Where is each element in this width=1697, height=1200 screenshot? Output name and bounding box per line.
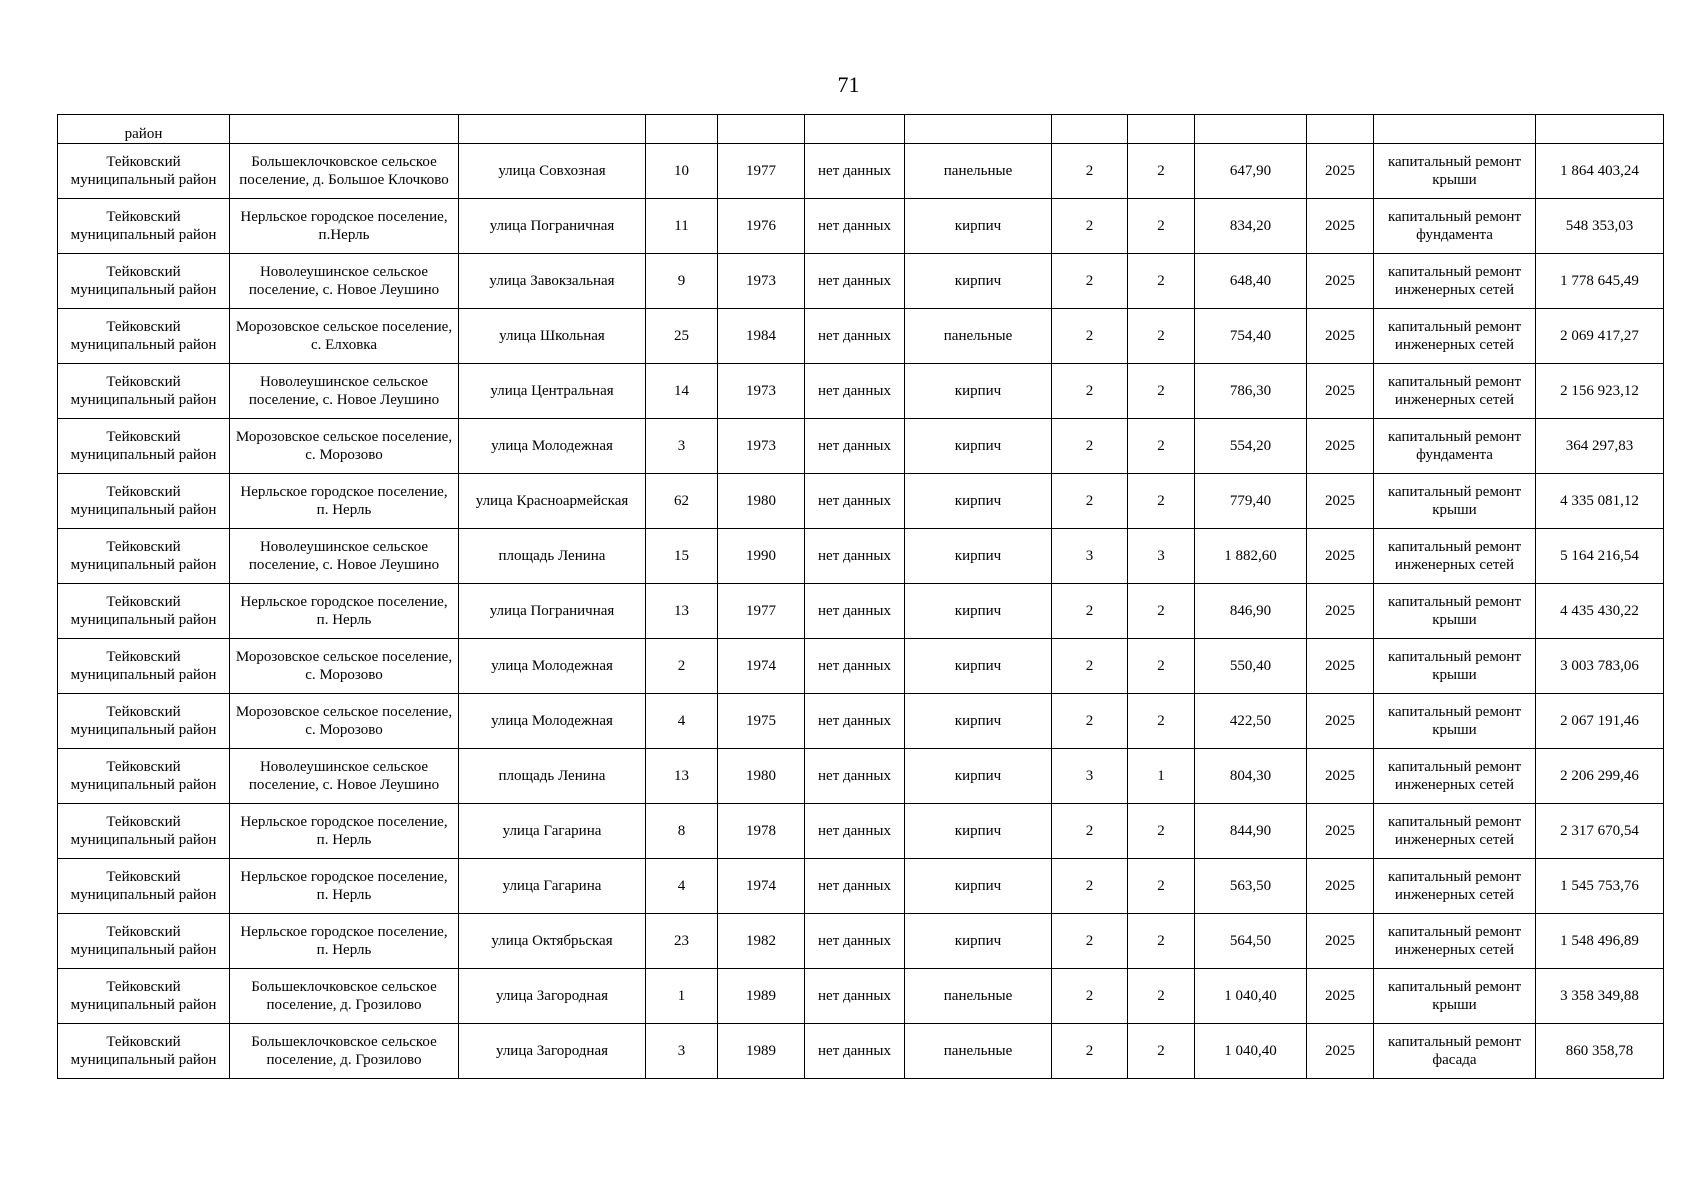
- cell-district: Тейковский муниципальный район: [58, 969, 230, 1024]
- cell-floors: 2: [1052, 694, 1128, 749]
- cell-material: панельные: [905, 144, 1052, 199]
- cell-col6: нет данных: [805, 199, 905, 254]
- cell-year: 1977: [718, 144, 805, 199]
- cell-floors: 2: [1052, 804, 1128, 859]
- cell-work: капитальный ремонт фундамента: [1374, 419, 1536, 474]
- cell-material: кирпич: [905, 914, 1052, 969]
- cell-house: 10: [646, 144, 718, 199]
- cell-street: улица Молодежная: [459, 419, 646, 474]
- cell-work: капитальный ремонт крыши: [1374, 584, 1536, 639]
- cell-floors: 2: [1052, 859, 1128, 914]
- cell-floors: 2: [1052, 914, 1128, 969]
- table-row: [58, 529, 1664, 584]
- cell-plan-year: 2025: [1307, 639, 1374, 694]
- cell-year: 1982: [718, 914, 805, 969]
- cell-settlement: Нерльское городское поселение, п. Нерль: [230, 804, 459, 859]
- cell-floors: 2: [1052, 309, 1128, 364]
- cell-col6: нет данных: [805, 1024, 905, 1079]
- cell-entrances: 2: [1128, 859, 1195, 914]
- cell-plan-year: 2025: [1307, 419, 1374, 474]
- cell-settlement: Морозовское сельское поселение, с. Морозово: [230, 639, 459, 694]
- cell-work: капитальный ремонт инженерных сетей: [1374, 859, 1536, 914]
- cell-material: кирпич: [905, 364, 1052, 419]
- cell-work: капитальный ремонт инженерных сетей: [1374, 309, 1536, 364]
- table-row: [58, 144, 1664, 199]
- cell-cost: 1 545 753,76: [1536, 859, 1664, 914]
- cell-material: кирпич: [905, 584, 1052, 639]
- cell-entrances: 2: [1128, 254, 1195, 309]
- cell-area: 1 040,40: [1195, 1024, 1307, 1079]
- cell-entrances: 2: [1128, 364, 1195, 419]
- cell-entrances: 3: [1128, 529, 1195, 584]
- cell-material: кирпич: [905, 639, 1052, 694]
- cell-settlement: Морозовское сельское поселение, с. Елховка: [230, 309, 459, 364]
- cell-street: [459, 115, 646, 144]
- cell-entrances: 2: [1128, 969, 1195, 1024]
- cell-area: [1195, 115, 1307, 144]
- page-number: 71: [837, 72, 860, 97]
- cell-plan-year: 2025: [1307, 969, 1374, 1024]
- cell-cost: 2 156 923,12: [1536, 364, 1664, 419]
- cell-area: 1 882,60: [1195, 529, 1307, 584]
- cell-work: [1374, 115, 1536, 144]
- cell-house: 9: [646, 254, 718, 309]
- cell-plan-year: 2025: [1307, 694, 1374, 749]
- cell-material: кирпич: [905, 749, 1052, 804]
- cell-settlement: Большеклочковское сельское поселение, д. Большое Клочково: [230, 144, 459, 199]
- cell-entrances: 1: [1128, 749, 1195, 804]
- cell-floors: 2: [1052, 364, 1128, 419]
- cell-year: 1977: [718, 584, 805, 639]
- cell-district: Тейковский муниципальный район: [58, 639, 230, 694]
- cell-cost: 1 778 645,49: [1536, 254, 1664, 309]
- cell-material: кирпич: [905, 694, 1052, 749]
- cell-district: Тейковский муниципальный район: [58, 419, 230, 474]
- cell-district: Тейковский муниципальный район: [58, 309, 230, 364]
- cell-floors: [1052, 115, 1128, 144]
- cell-entrances: 2: [1128, 309, 1195, 364]
- cell-floors: 2: [1052, 474, 1128, 529]
- cell-house: 23: [646, 914, 718, 969]
- cell-year: 1980: [718, 749, 805, 804]
- cell-material: кирпич: [905, 474, 1052, 529]
- cell-plan-year: 2025: [1307, 1024, 1374, 1079]
- cell-entrances: 2: [1128, 144, 1195, 199]
- cell-house: 13: [646, 584, 718, 639]
- cell-settlement: Нерльское городское поселение, п.Нерль: [230, 199, 459, 254]
- cell-work: капитальный ремонт фасада: [1374, 1024, 1536, 1079]
- table-row: [58, 309, 1664, 364]
- cell-cost: 4 335 081,12: [1536, 474, 1664, 529]
- cell-entrances: 2: [1128, 474, 1195, 529]
- cell-house: 15: [646, 529, 718, 584]
- cell-house: 13: [646, 749, 718, 804]
- cell-plan-year: 2025: [1307, 199, 1374, 254]
- cell-work: капитальный ремонт крыши: [1374, 694, 1536, 749]
- cell-material: кирпич: [905, 529, 1052, 584]
- table-row: [58, 199, 1664, 254]
- cell-cost: 1 864 403,24: [1536, 144, 1664, 199]
- cell-area: 563,50: [1195, 859, 1307, 914]
- cell-entrances: 2: [1128, 914, 1195, 969]
- cell-district: Тейковский муниципальный район: [58, 859, 230, 914]
- cell-cost: 3 358 349,88: [1536, 969, 1664, 1024]
- cell-house: 4: [646, 859, 718, 914]
- cell-cost: 2 069 417,27: [1536, 309, 1664, 364]
- table-row: [58, 694, 1664, 749]
- cell-plan-year: 2025: [1307, 859, 1374, 914]
- cell-settlement: Новолеушинское сельское поселение, с. Новое Леушино: [230, 749, 459, 804]
- cell-work: капитальный ремонт крыши: [1374, 474, 1536, 529]
- cell-material: кирпич: [905, 859, 1052, 914]
- cell-cost: 2 067 191,46: [1536, 694, 1664, 749]
- cell-col6: нет данных: [805, 859, 905, 914]
- cell-street: площадь Ленина: [459, 749, 646, 804]
- cell-settlement: [230, 115, 459, 144]
- housing-repair-table: [57, 114, 1664, 1079]
- cell-district: Тейковский муниципальный район: [58, 474, 230, 529]
- cell-settlement: Морозовское сельское поселение, с. Морозово: [230, 419, 459, 474]
- cell-cost: 548 353,03: [1536, 199, 1664, 254]
- cell-year: 1990: [718, 529, 805, 584]
- cell-house: 14: [646, 364, 718, 419]
- cell-entrances: 2: [1128, 639, 1195, 694]
- cell-year: 1980: [718, 474, 805, 529]
- cell-district: Тейковский муниципальный район: [58, 1024, 230, 1079]
- cell-floors: 2: [1052, 969, 1128, 1024]
- cell-settlement: Нерльское городское поселение, п. Нерль: [230, 859, 459, 914]
- cell-district: Тейковский муниципальный район: [58, 694, 230, 749]
- table-row: [58, 749, 1664, 804]
- cell-year: 1973: [718, 364, 805, 419]
- cell-settlement: Морозовское сельское поселение, с. Морозово: [230, 694, 459, 749]
- cell-col6: нет данных: [805, 694, 905, 749]
- cell-col6: нет данных: [805, 419, 905, 474]
- cell-year: 1989: [718, 969, 805, 1024]
- cell-house: [646, 115, 718, 144]
- cell-work: капитальный ремонт инженерных сетей: [1374, 914, 1536, 969]
- cell-settlement: Большеклочковское сельское поселение, д. Грозилово: [230, 969, 459, 1024]
- cell-col6: нет данных: [805, 474, 905, 529]
- cell-area: 754,40: [1195, 309, 1307, 364]
- cell-district: Тейковский муниципальный район: [58, 584, 230, 639]
- cell-cost: 2 317 670,54: [1536, 804, 1664, 859]
- cell-year: [718, 115, 805, 144]
- cell-floors: 2: [1052, 144, 1128, 199]
- cell-entrances: 2: [1128, 1024, 1195, 1079]
- cell-settlement: Нерльское городское поселение, п. Нерль: [230, 584, 459, 639]
- cell-house: 2: [646, 639, 718, 694]
- cell-floors: 2: [1052, 254, 1128, 309]
- cell-col6: нет данных: [805, 639, 905, 694]
- cell-floors: 2: [1052, 584, 1128, 639]
- table-row: [58, 969, 1664, 1024]
- cell-plan-year: 2025: [1307, 584, 1374, 639]
- cell-entrances: 2: [1128, 804, 1195, 859]
- cell-work: капитальный ремонт инженерных сетей: [1374, 804, 1536, 859]
- cell-street: улица Совхозная: [459, 144, 646, 199]
- cell-year: 1975: [718, 694, 805, 749]
- cell-area: 554,20: [1195, 419, 1307, 474]
- cell-floors: 2: [1052, 419, 1128, 474]
- table-row: [58, 419, 1664, 474]
- cell-district: Тейковский муниципальный район: [58, 749, 230, 804]
- cell-plan-year: 2025: [1307, 364, 1374, 419]
- cell-year: 1973: [718, 419, 805, 474]
- cell-plan-year: 2025: [1307, 529, 1374, 584]
- cell-district: район: [58, 115, 230, 144]
- cell-area: 647,90: [1195, 144, 1307, 199]
- cell-cost: 1 548 496,89: [1536, 914, 1664, 969]
- cell-street: улица Гагарина: [459, 804, 646, 859]
- cell-district: Тейковский муниципальный район: [58, 914, 230, 969]
- table-row-continuation: [58, 115, 1664, 144]
- cell-house: 8: [646, 804, 718, 859]
- cell-plan-year: 2025: [1307, 749, 1374, 804]
- cell-settlement: Новолеушинское сельское поселение, с. Новое Леушино: [230, 529, 459, 584]
- cell-col6: нет данных: [805, 584, 905, 639]
- cell-plan-year: 2025: [1307, 309, 1374, 364]
- cell-col6: нет данных: [805, 254, 905, 309]
- cell-area: 422,50: [1195, 694, 1307, 749]
- cell-work: капитальный ремонт инженерных сетей: [1374, 749, 1536, 804]
- cell-area: 550,40: [1195, 639, 1307, 694]
- cell-floors: 2: [1052, 1024, 1128, 1079]
- cell-year: 1989: [718, 1024, 805, 1079]
- cell-area: 786,30: [1195, 364, 1307, 419]
- cell-area: 1 040,40: [1195, 969, 1307, 1024]
- cell-cost: 860 358,78: [1536, 1024, 1664, 1079]
- cell-work: капитальный ремонт инженерных сетей: [1374, 364, 1536, 419]
- cell-street: улица Молодежная: [459, 639, 646, 694]
- cell-area: 648,40: [1195, 254, 1307, 309]
- cell-settlement: Нерльское городское поселение, п. Нерль: [230, 474, 459, 529]
- cell-street: улица Октябрьская: [459, 914, 646, 969]
- cell-street: улица Завокзальная: [459, 254, 646, 309]
- cell-house: 3: [646, 1024, 718, 1079]
- cell-street: улица Красноармейская: [459, 474, 646, 529]
- cell-street: улица Пограничная: [459, 199, 646, 254]
- cell-year: 1974: [718, 859, 805, 914]
- cell-plan-year: 2025: [1307, 804, 1374, 859]
- cell-col6: нет данных: [805, 804, 905, 859]
- cell-settlement: Новолеушинское сельское поселение, с. Новое Леушино: [230, 254, 459, 309]
- cell-floors: 3: [1052, 749, 1128, 804]
- cell-year: 1978: [718, 804, 805, 859]
- cell-material: [905, 115, 1052, 144]
- cell-district: Тейковский муниципальный район: [58, 144, 230, 199]
- cell-street: улица Загородная: [459, 1024, 646, 1079]
- cell-col6: нет данных: [805, 914, 905, 969]
- cell-work: капитальный ремонт инженерных сетей: [1374, 529, 1536, 584]
- cell-material: кирпич: [905, 254, 1052, 309]
- cell-entrances: [1128, 115, 1195, 144]
- cell-work: капитальный ремонт инженерных сетей: [1374, 254, 1536, 309]
- cell-house: 4: [646, 694, 718, 749]
- cell-material: панельные: [905, 309, 1052, 364]
- cell-plan-year: 2025: [1307, 254, 1374, 309]
- table-row: [58, 254, 1664, 309]
- cell-street: улица Молодежная: [459, 694, 646, 749]
- cell-entrances: 2: [1128, 419, 1195, 474]
- cell-district: Тейковский муниципальный район: [58, 254, 230, 309]
- cell-year: 1973: [718, 254, 805, 309]
- cell-area: 779,40: [1195, 474, 1307, 529]
- cell-col6: нет данных: [805, 969, 905, 1024]
- table-row: [58, 1024, 1664, 1079]
- cell-col6: нет данных: [805, 309, 905, 364]
- cell-plan-year: 2025: [1307, 144, 1374, 199]
- cell-settlement: Новолеушинское сельское поселение, с. Новое Леушино: [230, 364, 459, 419]
- cell-entrances: 2: [1128, 694, 1195, 749]
- cell-year: 1984: [718, 309, 805, 364]
- cell-street: площадь Ленина: [459, 529, 646, 584]
- table-row: [58, 804, 1664, 859]
- cell-plan-year: 2025: [1307, 914, 1374, 969]
- cell-district: Тейковский муниципальный район: [58, 199, 230, 254]
- cell-house: 11: [646, 199, 718, 254]
- table-row: [58, 584, 1664, 639]
- cell-plan-year: 2025: [1307, 474, 1374, 529]
- cell-settlement: Нерльское городское поселение, п. Нерль: [230, 914, 459, 969]
- cell-col6: [805, 115, 905, 144]
- cell-col6: нет данных: [805, 529, 905, 584]
- cell-cost: 4 435 430,22: [1536, 584, 1664, 639]
- cell-area: 844,90: [1195, 804, 1307, 859]
- cell-street: улица Пограничная: [459, 584, 646, 639]
- table-row: [58, 914, 1664, 969]
- cell-cost: 364 297,83: [1536, 419, 1664, 474]
- table-row: [58, 364, 1664, 419]
- cell-col6: нет данных: [805, 364, 905, 419]
- cell-area: 564,50: [1195, 914, 1307, 969]
- cell-year: 1974: [718, 639, 805, 694]
- cell-work: капитальный ремонт крыши: [1374, 639, 1536, 694]
- cell-floors: 2: [1052, 639, 1128, 694]
- cell-cost: 2 206 299,46: [1536, 749, 1664, 804]
- cell-street: улица Загородная: [459, 969, 646, 1024]
- cell-cost: 3 003 783,06: [1536, 639, 1664, 694]
- cell-area: 846,90: [1195, 584, 1307, 639]
- cell-material: кирпич: [905, 419, 1052, 474]
- cell-house: 3: [646, 419, 718, 474]
- cell-work: капитальный ремонт фундамента: [1374, 199, 1536, 254]
- cell-cost: 5 164 216,54: [1536, 529, 1664, 584]
- cell-area: 804,30: [1195, 749, 1307, 804]
- table-row: [58, 474, 1664, 529]
- cell-house: 1: [646, 969, 718, 1024]
- cell-col6: нет данных: [805, 749, 905, 804]
- cell-work: капитальный ремонт крыши: [1374, 969, 1536, 1024]
- cell-area: 834,20: [1195, 199, 1307, 254]
- cell-floors: 2: [1052, 199, 1128, 254]
- table-body: [58, 115, 1664, 1079]
- cell-house: 62: [646, 474, 718, 529]
- table-row: [58, 639, 1664, 694]
- cell-cost: [1536, 115, 1664, 144]
- cell-entrances: 2: [1128, 584, 1195, 639]
- cell-plan-year: [1307, 115, 1374, 144]
- cell-floors: 3: [1052, 529, 1128, 584]
- table-row: [58, 859, 1664, 914]
- cell-work: капитальный ремонт крыши: [1374, 144, 1536, 199]
- cell-material: панельные: [905, 969, 1052, 1024]
- cell-year: 1976: [718, 199, 805, 254]
- cell-col6: нет данных: [805, 144, 905, 199]
- cell-district: Тейковский муниципальный район: [58, 529, 230, 584]
- cell-house: 25: [646, 309, 718, 364]
- cell-entrances: 2: [1128, 199, 1195, 254]
- cell-street: улица Школьная: [459, 309, 646, 364]
- cell-material: кирпич: [905, 199, 1052, 254]
- cell-district: Тейковский муниципальный район: [58, 364, 230, 419]
- cell-district: Тейковский муниципальный район: [58, 804, 230, 859]
- cell-street: улица Центральная: [459, 364, 646, 419]
- cell-street: улица Гагарина: [459, 859, 646, 914]
- cell-settlement: Большеклочковское сельское поселение, д. Грозилово: [230, 1024, 459, 1079]
- cell-material: панельные: [905, 1024, 1052, 1079]
- cell-material: кирпич: [905, 804, 1052, 859]
